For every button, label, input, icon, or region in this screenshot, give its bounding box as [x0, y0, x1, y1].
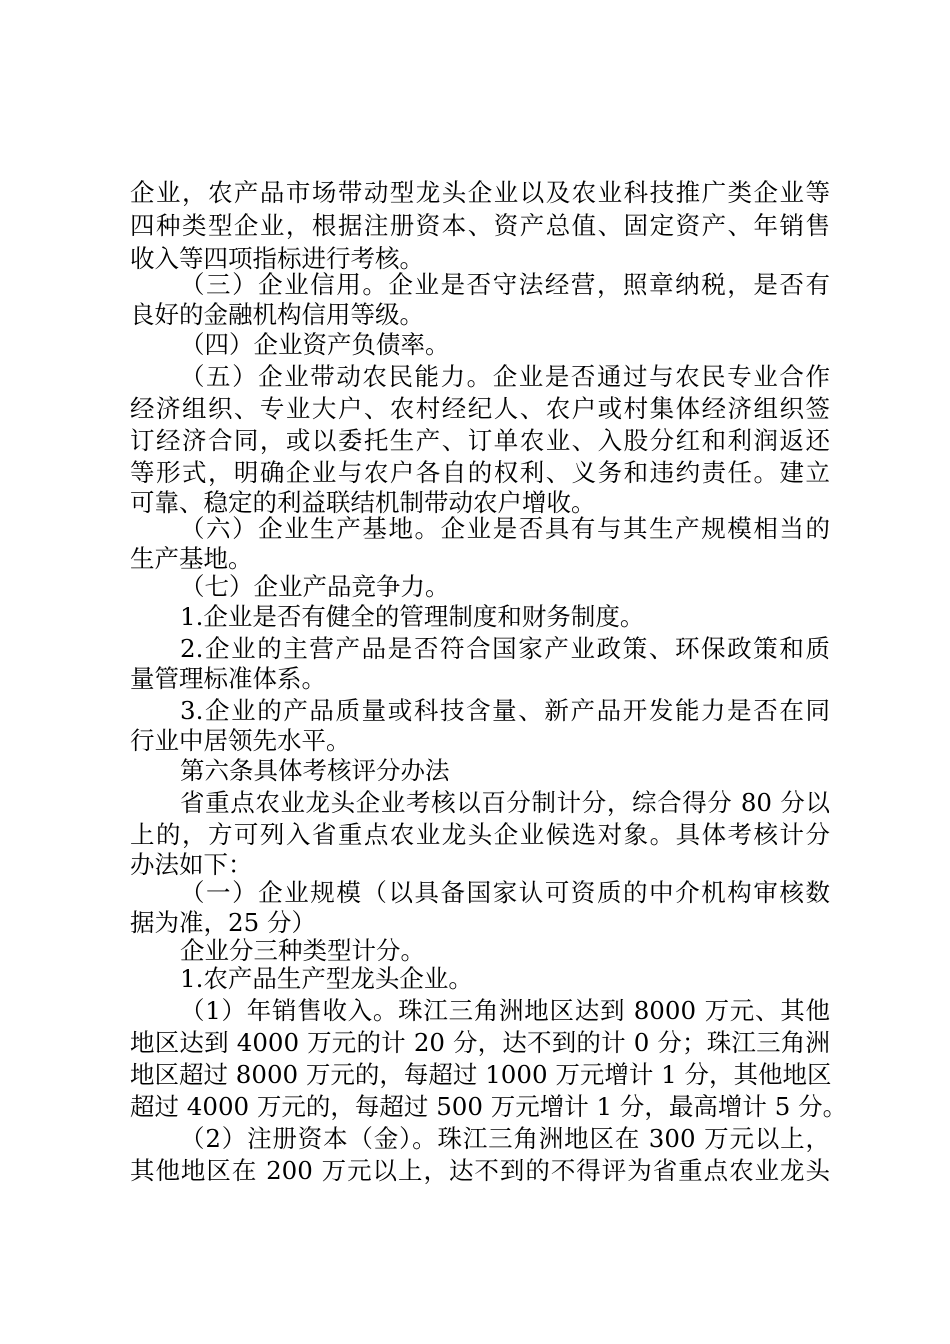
text-line: 办法如下：: [130, 850, 253, 879]
text-line: 上的，方可列入省重点农业龙头企业候选对象。具体考核计分: [130, 820, 830, 849]
text-line: 行业中居领先水平。: [130, 726, 351, 755]
text-line: 超过 4000 万元的，每超过 500 万元增计 1 分，最高增计 5 分。: [130, 1092, 848, 1121]
text-line: 经济组织、专业大户、农村经纪人、农户或村集体经济组织签: [130, 394, 830, 423]
text-line: 企业，农产品市场带动型龙头企业以及农业科技推广类企业等: [130, 178, 830, 207]
text-line: （七）企业产品竞争力。: [180, 572, 450, 601]
text-line: 省重点农业龙头企业考核以百分制计分，综合得分 80 分以: [180, 788, 830, 817]
section-heading: 第六条具体考核评分办法: [180, 756, 450, 785]
text-line: 良好的金融机构信用等级。: [130, 300, 424, 329]
text-line: 可靠、稳定的利益联结机制带动农户增收。: [130, 488, 596, 517]
text-line: 据为准，25 分）: [130, 908, 316, 937]
text-line: 生产基地。: [130, 544, 253, 573]
text-line: 1.企业是否有健全的管理制度和财务制度。: [180, 602, 645, 631]
text-line: 企业分三种类型计分。: [180, 936, 425, 965]
text-line: 2.企业的主营产品是否符合国家产业政策、环保政策和质: [180, 634, 830, 663]
text-line: 其他地区在 200 万元以上，达不到的不得评为省重点农业龙头: [130, 1156, 830, 1185]
text-line: （五）企业带动农民能力。企业是否通过与农民专业合作: [180, 362, 830, 391]
text-line: （一）企业规模（以具备国家认可资质的中介机构审核数: [180, 878, 830, 907]
text-line: （1）年销售收入。珠江三角洲地区达到 8000 万元、其他: [180, 996, 830, 1025]
text-line: （四）企业资产负债率。: [180, 330, 450, 359]
text-line: （2）注册资本（金）。珠江三角洲地区在 300 万元以上，: [180, 1124, 830, 1153]
text-line: （三）企业信用。企业是否守法经营，照章纳税，是否有: [180, 270, 830, 299]
text-line: （六）企业生产基地。企业是否具有与其生产规模相当的: [180, 514, 830, 543]
text-line: 订经济合同，或以委托生产、订单农业、入股分红和利润返还: [130, 426, 830, 455]
text-line: 四种类型企业，根据注册资本、资产总值、固定资产、年销售: [130, 211, 830, 240]
text-line: 1.农产品生产型龙头企业。: [180, 964, 473, 993]
text-line: 等形式，明确企业与农户各自的权利、义务和违约责任。建立: [130, 458, 830, 487]
text-line: 3.企业的产品质量或科技含量、新产品开发能力是否在同: [180, 696, 830, 725]
text-line: 地区超过 8000 万元的，每超过 1000 万元增计 1 分，其他地区: [130, 1060, 832, 1089]
text-line: 收入等四项指标进行考核。: [130, 244, 424, 273]
text-line: 量管理标准体系。: [130, 664, 326, 693]
text-line: 地区达到 4000 万元的计 20 分，达不到的计 0 分；珠江三角洲: [130, 1028, 830, 1057]
